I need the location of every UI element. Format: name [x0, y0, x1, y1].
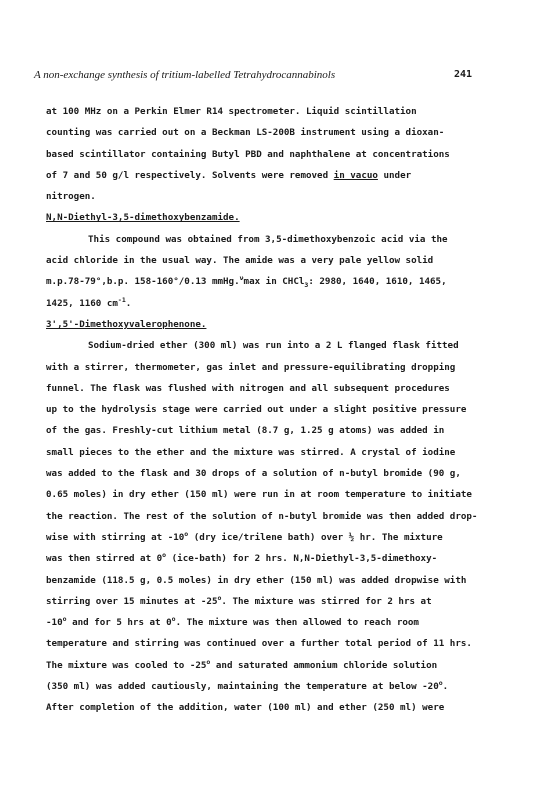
text-line: 0.65 moles) in dry ether (150 ml) were run in at room temperature to initiate	[46, 489, 472, 501]
degree-sup: o	[206, 657, 211, 666]
text-span: . The mixture was stirred for 2 hrs at	[221, 595, 432, 607]
text-span: was then stirred at 0	[46, 553, 163, 565]
text-line	[46, 591, 516, 612]
text-line: at 100 MHz on a Perkin Elmer R14 spectrometer. Liquid scintillation	[46, 106, 417, 117]
text-line: nitrogen.	[46, 191, 96, 203]
text-span: . The mixture was then allowed to reach room	[175, 617, 419, 629]
text-span: : 2980, 1640, 1610, 1465,	[308, 276, 447, 288]
text-line	[46, 612, 516, 633]
text-span: stirring over 15 minutes at -25	[46, 595, 218, 607]
text-line: After completion of the addition, water (100 ml) and ether (250 ml) were	[46, 702, 445, 714]
section-heading-benzamide: N,N-Diethyl-3,5-dimethoxybenzamide.	[46, 212, 240, 224]
text-line: based scintillator containing Butyl PBD and naphthalene at concentrations	[46, 148, 450, 160]
text-span: wise with stirring at -10	[46, 531, 185, 543]
degree-sup: o	[171, 615, 176, 624]
text-line: counting was carried out on a Beckman LS-200B instrument using a dioxan-	[46, 127, 445, 139]
text-line: acid chloride in the usual way. The amide was a very pale yellow solid	[46, 255, 434, 267]
degree-sup: o	[438, 678, 443, 687]
degree-sup: o	[184, 529, 189, 538]
degree-sup: o	[162, 551, 167, 560]
text-line	[46, 165, 516, 186]
text-line	[46, 527, 516, 548]
text-line: funnel. The flask was flushed with nitrogen and all subsequent procedures	[46, 382, 450, 394]
text-span: and saturated ammonium chloride solution	[210, 659, 438, 671]
text-line	[46, 676, 516, 697]
text-span: The mixture was cooled to -25	[46, 659, 207, 671]
degree-sup: o	[217, 593, 222, 602]
text-span: max in CHCl	[243, 276, 305, 288]
nu-symbol: ν	[239, 274, 244, 283]
text-line	[46, 293, 516, 314]
section-heading-valerophenone: 3',5'-Dimethoxyvalerophenone.	[46, 318, 207, 330]
text-line: benzamide (118.5 g, 0.5 moles) in dry ether (150 ml) was added dropwise with	[46, 574, 467, 586]
text-span: 1425, 1160 cm	[46, 297, 118, 309]
subscript: 3	[304, 281, 309, 290]
text-line: the reaction. The rest of the solution of n-butyl bromide was then added drop-	[46, 510, 478, 522]
text-span: .	[442, 681, 449, 693]
text-line: was added to the flask and 30 drops of a solution of n-butyl bromide (90 g,	[46, 468, 461, 480]
body-text	[46, 101, 516, 719]
text-line	[46, 548, 516, 569]
superscript: -1	[117, 295, 126, 304]
text-span: .	[125, 297, 132, 309]
text-span: (ice-bath) for 2 hrs. N,N-Diethyl-3,5-dimethoxy-	[166, 553, 438, 565]
text-line: temperature and stirring was continued over a further total period of 11 hrs.	[46, 638, 472, 650]
text-span: of 7 and 50 g/l respectively. Solvents were removed	[46, 169, 329, 181]
text-line	[46, 655, 516, 676]
text-span: and for 5 hrs at 0	[66, 617, 172, 629]
text-span: (dry ice/trilene bath) over ½ hr. The mixture	[188, 531, 443, 543]
in-vacuo-term: in vacuo	[333, 169, 378, 181]
text-line: small pieces to the ether and the mixture was stirred. A crystal of iodine	[46, 446, 456, 458]
text-span: (350 ml) was added cautiously, maintaining the temperature at below -20	[46, 681, 439, 693]
text-line: of the gas. Freshly-cut lithium metal (8.7 g, 1.25 g atoms) was added in	[46, 425, 445, 437]
running-title: A non-exchange synthesis of tritium-labelled Tetrahydrocannabinols	[34, 69, 336, 81]
degree-sup: o	[62, 615, 67, 624]
text-line: with a stirrer, thermometer, gas inlet and pressure-equilibrating dropping	[46, 361, 456, 373]
text-span: under	[383, 169, 412, 181]
running-header	[34, 69, 532, 83]
text-span: -10	[46, 617, 63, 629]
text-line: up to the hydrolysis stage were carried out under a slight positive pressure	[46, 404, 467, 416]
text-line	[46, 271, 516, 292]
page-number: 241	[453, 69, 472, 80]
text-line: Sodium-dried ether (300 ml) was run into a 2 L flanged flask fitted	[88, 340, 459, 352]
text-span: m.p.78-79°,b.p. 158-160°/0.13 mmHg.	[46, 276, 240, 288]
text-line: This compound was obtained from 3,5-dimethoxybenzoic acid via the	[88, 233, 448, 245]
